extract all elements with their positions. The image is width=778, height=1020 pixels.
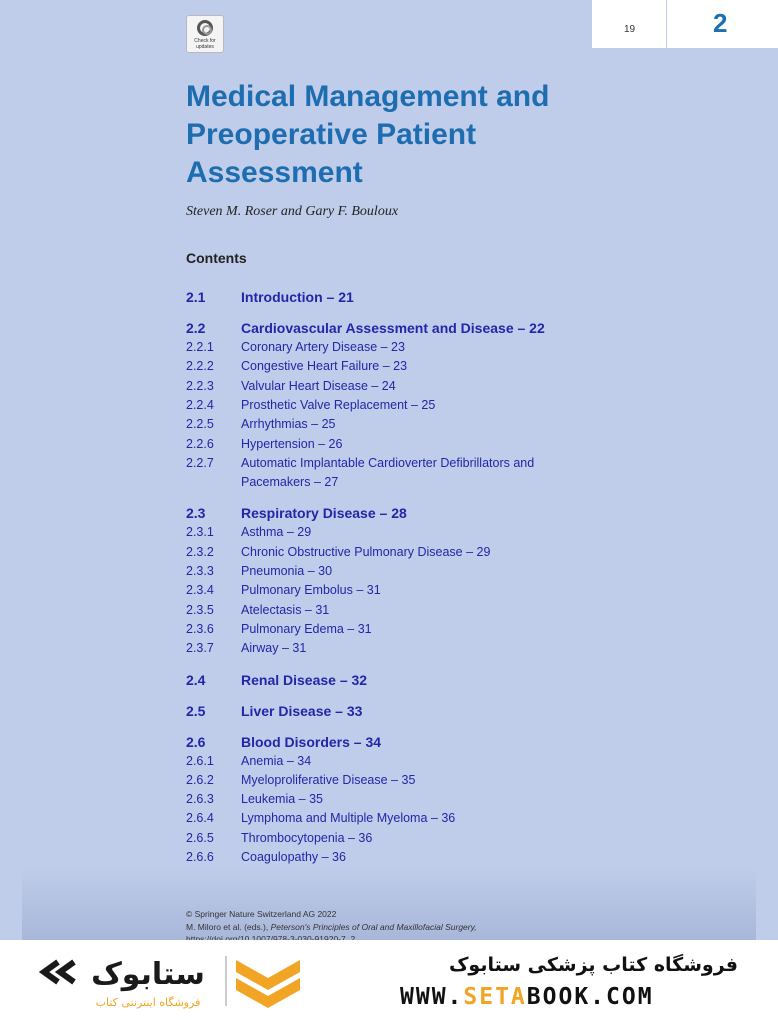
toc-number: 2.6 bbox=[186, 733, 206, 750]
book-chevron-icon bbox=[236, 960, 300, 1008]
toc-title: Asthma – 29 bbox=[241, 525, 312, 540]
toc-title: Anemia – 34 bbox=[241, 753, 312, 768]
toc-title: Prosthetic Valve Replacement – 25 bbox=[241, 397, 436, 412]
toc-title: Blood Disorders – 34 bbox=[241, 733, 382, 750]
toc-number: 2.2.5 bbox=[186, 417, 214, 432]
toc-number: 2.4 bbox=[186, 671, 206, 688]
toc-title: Coronary Artery Disease – 23 bbox=[241, 340, 405, 354]
toc-number: 2.2.7 bbox=[186, 455, 214, 470]
toc-number: 2.2.3 bbox=[186, 378, 214, 393]
toc-title: Liver Disease – 33 bbox=[241, 702, 363, 719]
toc-title: Thrombocytopenia – 36 bbox=[241, 830, 373, 845]
toc-number: 2.6.4 bbox=[186, 811, 214, 826]
toc-number: 2.3.3 bbox=[186, 564, 214, 578]
toc-number: 2.1 bbox=[186, 289, 206, 305]
toc-number: 2.2.4 bbox=[186, 397, 214, 412]
toc-number: 2.3.6 bbox=[186, 621, 214, 636]
store-name: فروشگاه کتاب پزشکی ستابوک bbox=[448, 954, 738, 976]
toc-title: Chronic Obstructive Pulmonary Disease – 29 bbox=[241, 544, 491, 559]
toc-title: Lymphoma and Multiple Myeloma – 36 bbox=[241, 811, 456, 826]
toc-number: 2.6.6 bbox=[186, 850, 214, 864]
toc-title: Arrhythmias – 25 bbox=[241, 417, 336, 432]
toc-number: 2.6.1 bbox=[186, 753, 214, 768]
toc-title: Cardiovascular Assessment and Disease – 22 bbox=[241, 320, 545, 336]
chapter-authors: Steven M. Roser and Gary F. Bouloux bbox=[186, 204, 399, 219]
toc-title: Airway – 31 bbox=[241, 641, 307, 656]
toc-title: Atelectasis – 31 bbox=[241, 602, 330, 617]
toc-title: Congestive Heart Failure – 23 bbox=[241, 359, 408, 374]
chapter-title: Medical Management and Preoperative Patient Assessment bbox=[186, 80, 550, 189]
toc-title: Leukemia – 35 bbox=[241, 792, 324, 807]
logo-subtext: فروشگاه اینترنتی کتاب bbox=[95, 996, 201, 1009]
copyright-line: © Springer Nature Switzerland AG 2022 bbox=[186, 909, 337, 919]
toc-title: Myeloproliferative Disease – 35 bbox=[241, 772, 416, 787]
contents-heading: Contents bbox=[186, 250, 247, 266]
toc-title: Pulmonary Edema – 31 bbox=[241, 621, 372, 636]
toc-title: Pulmonary Embolus – 31 bbox=[241, 583, 381, 598]
site-accent: SETA bbox=[463, 984, 527, 1010]
toc-title: Renal Disease – 32 bbox=[241, 671, 368, 688]
toc-title: Hypertension – 26 bbox=[241, 436, 343, 451]
toc-number: 2.6.2 bbox=[186, 772, 214, 787]
page-number-box bbox=[592, 0, 666, 48]
site-suffix: BOOK.COM bbox=[526, 984, 654, 1010]
toc-number: 2.6.3 bbox=[186, 792, 214, 807]
toc-number: 2.3.7 bbox=[186, 641, 214, 656]
toc-title: Pneumonia – 30 bbox=[241, 564, 333, 578]
logo-arrows-icon bbox=[44, 962, 74, 982]
toc-number: 2.5 bbox=[186, 702, 206, 719]
page-number: 19 bbox=[624, 24, 636, 35]
toc-number: 2.3 bbox=[186, 505, 206, 522]
store-website[interactable] bbox=[400, 984, 654, 1010]
logo-text: ستابوک bbox=[91, 957, 205, 992]
toc-title: Coagulopathy – 36 bbox=[241, 850, 346, 864]
toc-title: Valvular Heart Disease – 24 bbox=[241, 378, 396, 393]
toc-number: 2.2.1 bbox=[186, 340, 214, 354]
citation-prefix: M. Miloro et al. (eds.), bbox=[186, 922, 271, 932]
toc-number: 2.3.2 bbox=[186, 544, 214, 559]
site-prefix: WWW. bbox=[400, 984, 464, 1010]
toc-number: 2.3.5 bbox=[186, 602, 214, 617]
chapter-number-box bbox=[667, 0, 778, 48]
store-banner bbox=[0, 940, 778, 1020]
toc-title: Respiratory Disease – 28 bbox=[241, 505, 407, 522]
toc-number: 2.3.1 bbox=[186, 525, 214, 540]
doi-link[interactable] bbox=[186, 933, 386, 938]
check-for-updates-icon bbox=[197, 20, 213, 36]
chapter-number: 2 bbox=[713, 8, 728, 38]
toc-number: 2.2.6 bbox=[186, 436, 214, 451]
toc-number: 2.2.2 bbox=[186, 359, 214, 374]
toc-number: 2.3.4 bbox=[186, 583, 214, 598]
toc-title: Automatic Implantable Cardioverter Defibrillators and Pacemakers – 27 bbox=[241, 455, 535, 490]
setabook-logo[interactable] bbox=[28, 948, 310, 1014]
toc-number: 2.6.5 bbox=[186, 830, 214, 845]
toc-number: 2.2 bbox=[186, 320, 206, 336]
check-for-updates-label: Check for updates bbox=[194, 38, 216, 50]
citation-book: Peterson's Principles of Oral and Maxillofacial Surgery, bbox=[270, 922, 477, 932]
check-for-updates-badge[interactable] bbox=[186, 15, 224, 53]
toc-title: Introduction – 21 bbox=[241, 289, 354, 305]
